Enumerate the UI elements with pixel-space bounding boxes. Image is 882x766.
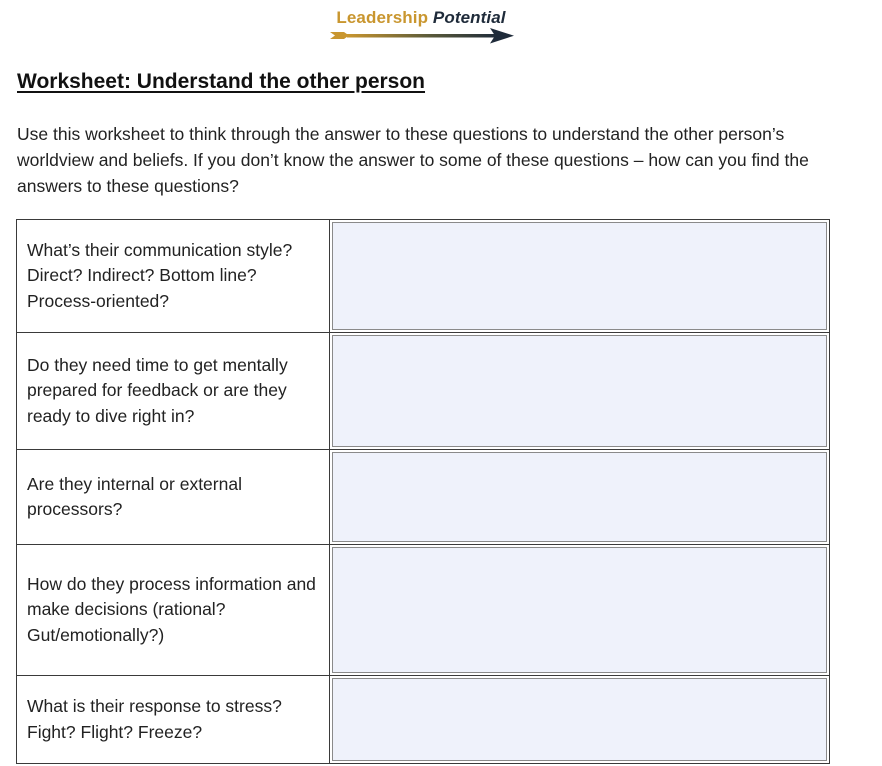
table-row <box>17 333 830 450</box>
answer-field-processors[interactable] <box>330 450 830 545</box>
worksheet-table <box>16 219 830 764</box>
table-row <box>17 450 830 545</box>
answer-field-feedback-readiness[interactable] <box>330 333 830 450</box>
answer-input[interactable] <box>330 601 829 619</box>
logo-text <box>336 8 505 28</box>
answer-input[interactable] <box>330 488 829 506</box>
question-communication-style: What’s their communication style? Direct? Indirect? Bottom line? Process-oriented? <box>17 220 330 333</box>
answer-field-stress-response[interactable] <box>330 676 830 764</box>
answer-input[interactable] <box>330 711 829 729</box>
question-stress-response: What is their response to stress? Fight? Flight? Freeze? <box>17 676 330 764</box>
worksheet-intro: Use this worksheet to think through the answer to these questions to understand the other person’s worldview and beliefs. If you don’t know the answer to some of these questions – how can you find the answers to these questions? <box>17 124 809 196</box>
question-decision-making: How do they process information and make decisions (rational? Gut/emotionally?) <box>17 545 330 676</box>
answer-input[interactable] <box>330 382 829 400</box>
answer-input[interactable] <box>330 267 829 285</box>
logo-word-potential: Potential <box>432 8 506 27</box>
arrow-icon <box>330 26 516 50</box>
answer-field-communication-style[interactable] <box>330 220 830 333</box>
question-processors: Are they internal or external processors? <box>17 450 330 545</box>
answer-field-decision-making[interactable] <box>330 545 830 676</box>
table-row <box>17 545 830 676</box>
question-feedback-readiness: Do they need time to get mentally prepared for feedback or are they ready to dive right in? <box>17 333 330 450</box>
logo-word-leadership: Leadership <box>336 8 429 27</box>
table-row <box>17 220 830 333</box>
worksheet-title: Worksheet: Understand the other person <box>17 70 426 93</box>
table-row <box>17 676 830 764</box>
logo <box>0 8 882 28</box>
